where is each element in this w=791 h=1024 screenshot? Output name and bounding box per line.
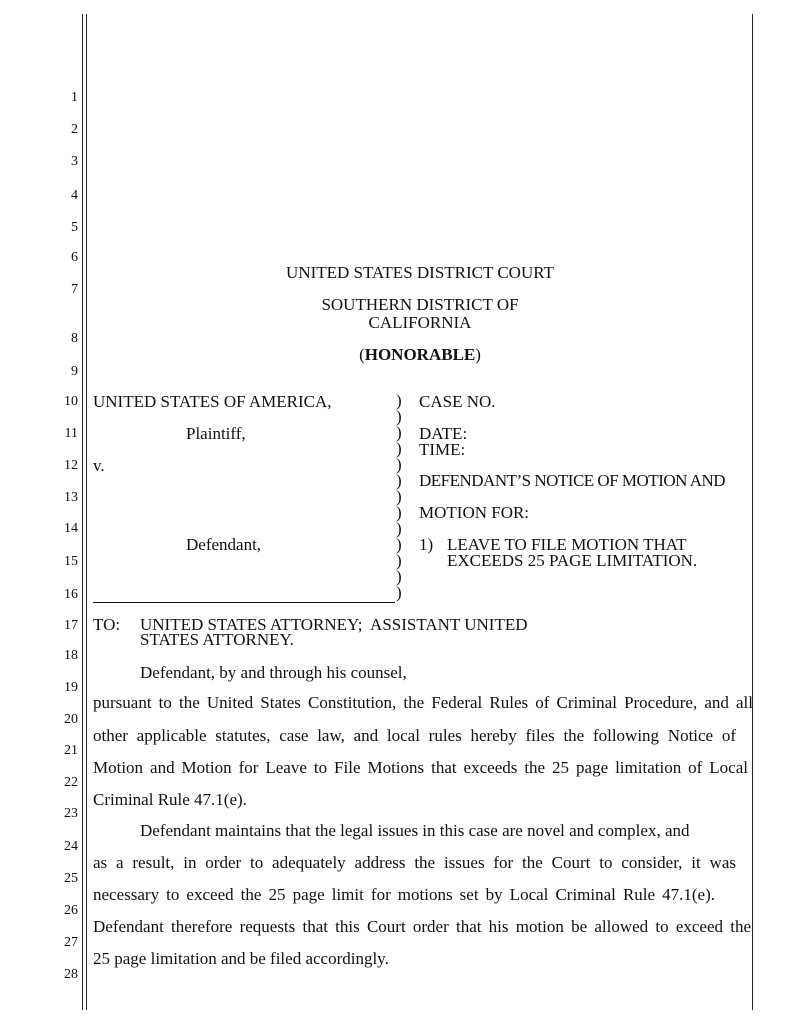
body-line: pursuant to the United States Constitution, the Federal Rules of Criminal Procedure, and all [93,694,753,712]
defendant-role: Defendant, [186,535,262,554]
hearing-date: DATE: [419,424,468,443]
line-number: 21 [64,743,78,758]
line-number: 28 [64,967,78,982]
versus: v. [93,456,105,475]
judge-paren-close: ) [475,345,481,364]
right-margin-rule [752,14,753,1010]
line-number: 6 [71,250,78,265]
body-line: Motion and Motion for Leave to File Motions that exceeds the 25 page limitation of Local [93,759,748,777]
line-number: 3 [71,154,78,169]
to-recipient: UNITED STATES ATTORNEY; ASSISTANT UNITED [140,615,528,634]
line-number: 12 [64,458,78,473]
plaintiff-name: UNITED STATES OF AMERICA, [93,392,332,411]
left-margin-rule-outer [82,14,83,1010]
district-name-continued: CALIFORNIA [368,313,472,332]
line-number: 24 [64,839,78,854]
line-number: 11 [64,426,78,441]
judge-name: HONORABLE [364,345,476,364]
motion-item: LEAVE TO FILE MOTION THAT [447,535,687,554]
body-line: Defendant therefore requests that this Court order that his motion be allowed to exceed the [93,918,751,936]
to-label: TO: [93,615,121,634]
line-number: 2 [71,122,78,137]
paragraph-2-first-line: Defendant maintains that the legal issues in this case are novel and complex, and [140,821,690,840]
line-number: 10 [64,394,78,409]
line-number: 15 [64,554,78,569]
line-number: 4 [71,188,78,203]
hearing-time: TIME: [419,440,466,459]
line-number: 22 [64,775,78,790]
line-number: 27 [64,935,78,950]
line-number: 7 [71,282,78,297]
line-number: 5 [71,220,78,235]
caption-underline [93,602,395,603]
line-number: 19 [64,680,78,695]
judge-paren-open: ( [359,345,365,364]
line-number: 20 [64,712,78,727]
court-name: UNITED STATES DISTRICT COURT [286,263,554,282]
to-recipient-continued: STATES ATTORNEY. [140,630,294,649]
body-line: necessary to exceed the 25 page limit for motions set by Local Criminal Rule 47.1(e). [93,886,715,904]
line-number: 23 [64,806,78,821]
plaintiff-role: Plaintiff, [186,424,246,443]
judge-line [96,346,744,364]
line-number: 18 [64,648,78,663]
paragraph-1-last-line: Criminal Rule 47.1(e). [93,790,247,809]
line-number: 13 [64,490,78,505]
line-number: 25 [64,871,78,886]
line-number: 8 [71,331,78,346]
case-number: CASE NO. [419,392,496,411]
body-line: as a result, in order to adequately address the issues for the Court to consider, it was [93,854,736,872]
body-line: other applicable statutes, case law, and local rules hereby files the following Notice of [93,727,736,745]
left-margin-rule-inner [86,14,87,1010]
district-name: SOUTHERN DISTRICT OF [321,295,519,314]
caption-paren-column: ) ) ) ) ) ) ) ) ) ) ) ) ) [396,391,402,602]
motion-title: DEFENDANT’S NOTICE OF MOTION AND [419,471,726,490]
paragraph-1-first-line: Defendant, by and through his counsel, [140,663,407,682]
line-number: 26 [64,903,78,918]
line-number: 14 [64,521,78,536]
motion-item-number: 1) [419,535,434,554]
line-number: 9 [71,364,78,379]
motion-title-continued: MOTION FOR: [419,503,530,522]
line-number: 17 [64,618,78,633]
paragraph-2-last-line: 25 page limitation and be filed accordingly. [93,949,389,968]
line-number: 16 [64,587,78,602]
line-number: 1 [71,90,78,105]
motion-item-continued: EXCEEDS 25 PAGE LIMITATION. [447,551,698,570]
